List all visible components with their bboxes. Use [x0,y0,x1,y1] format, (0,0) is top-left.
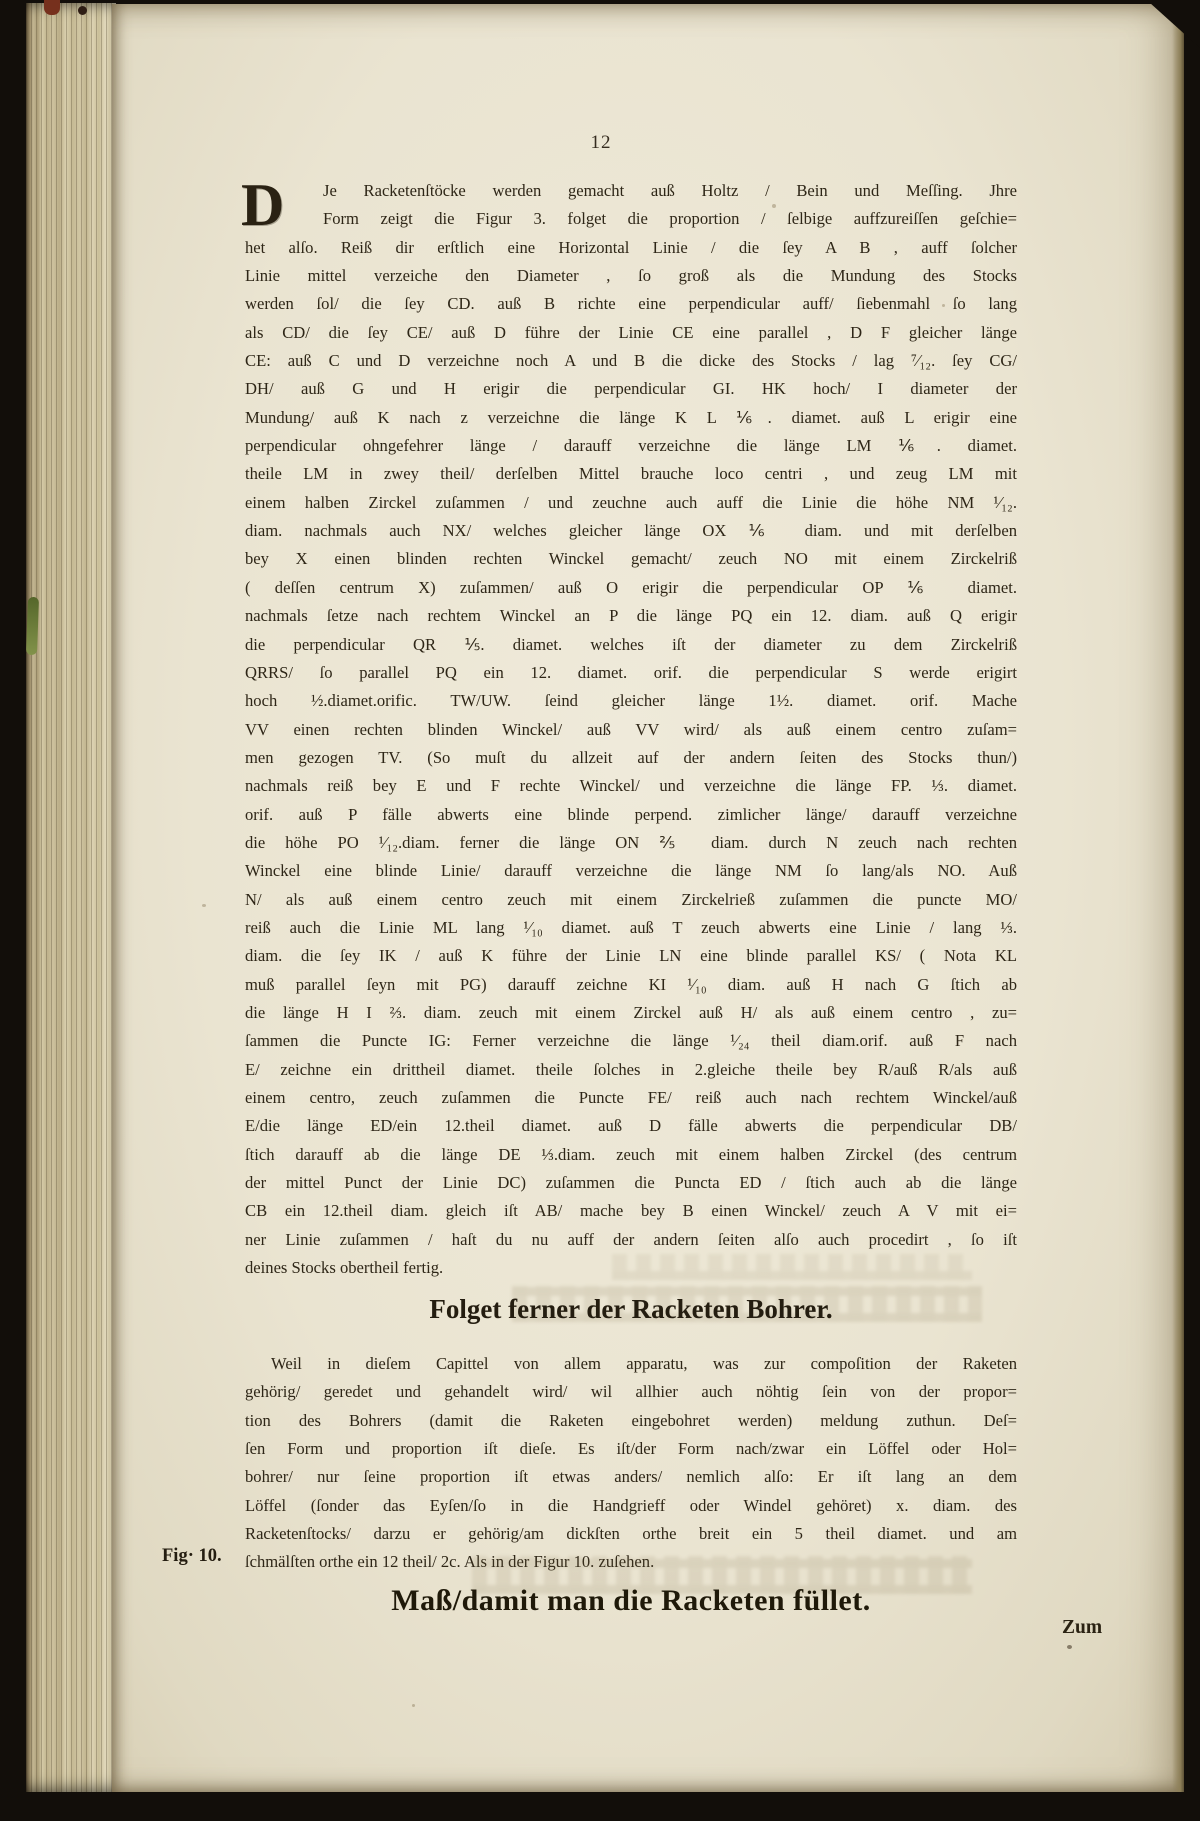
text-line: gehörig/ geredet und gehandelt wird/ wil allhier auch nöhtig ſein von der propor= [245,1382,1017,1402]
fore-edge-green-mark [26,597,39,655]
text-line: die länge H I ⅔. diam. zeuch mit einem Zirckel auß H/ als auß einem centro , zu= [245,1002,1017,1022]
text-line: die perpendicular QR ⅕. diamet. welches iſt der diameter zu dem Zirckelriß [245,634,1017,654]
ink-bleedthrough [612,1254,972,1280]
text-line: het alſo. Reiß dir erſtlich eine Horizontal Linie / die ſey A B , auff ſolcher [245,237,1017,257]
text-line: Weil in dieſem Capittel von allem apparatu, was zur compoſition der Raketen [271,1354,1017,1373]
section-heading-bohrer: Folget ferner der Racketen Bohrer. [429,1294,833,1324]
catchword: Zum [1062,1617,1103,1638]
text-line: ſammen die Puncte IG: Ferner verzeichne die länge ¹⁄₂₄ theil diam.orif. auß F nach [245,1031,1017,1051]
paper-speck [772,204,776,208]
text-line: men gezogen TV. (So muſt du allzeit auf der andern ſeiten des Stocks thun/) [245,747,1017,767]
page-number: 12 [590,132,612,153]
text-line: E/die länge ED/ein 12.theil diamet. auß D fälle abwerts die perpendicular DB/ [245,1116,1017,1136]
text-line: N/ als auß einem centro zeuch mit einem Zirckelrieß zuſammen die puncte MO/ [245,889,1017,909]
main-paragraph [241,172,1017,1282]
text-line: einem halben Zirckel zuſammen / und zeuchne auch auff die Linie die höhe NM ¹⁄₁₂. [245,492,1017,512]
text-line: bohrer/ nur ſeine proportion iſt etwas anders/ nemlich alſo: Er iſt lang an dem [245,1467,1017,1487]
page-fore-edge-stack [26,3,116,1792]
page-right-edge-shadow [1172,4,1184,1792]
text-line: ſen Form und proportion iſt dieſe. Es iſt/der Form nach/zwar ein Löffel oder Hol= [245,1439,1017,1459]
text-line: bey X einen blinden rechten Winckel gemacht/ zeuch NO mit einem Zirckelriß [245,549,1017,569]
binding-speck-dark [78,6,87,15]
text-line: nachmals reiß bey E und F rechte Winckel/ und verzeichne die länge FP. ⅓. diamet. [245,776,1017,796]
text-line: der mittel Punct der Linie DC) zuſammen die Puncta ED / ſtich auch ab die länge [245,1173,1017,1193]
text-line: ( deſſen centrum X) zuſammen/ auß O erigir die perpendicular OP ⅙ diamet. [245,577,1017,597]
text-line: hoch ½.diamet.orific. TW/UW. ſeind gleicher länge 1½. diamet. orif. Mache [245,691,1017,711]
paper-speck [202,904,206,907]
text-line: Je Racketenſtöcke werden gemacht auß Holtz / Bein und Meſſing. Jhre [323,181,1017,200]
figure-margin-note: Fig· 10. [162,1546,222,1566]
text-line: CB ein 12.theil diam. gleich iſt AB/ mache bey B einen Winckel/ zeuch A V mit ei= [245,1201,1017,1221]
display-heading-mass: Maß/damit man die Racketen füllet. [391,1584,871,1617]
text-line: orif. auß P fälle abwerts eine blinde perpend. zimlicher länge/ darauff verzeichne [245,804,1017,824]
paragraph1-lines [245,177,1017,1282]
text-line: diam. die ſey IK / auß K führe der Linie LN eine blinde parallel KS/ ( Nota KL [245,946,1017,966]
text-line: als CD/ die ſey CE/ auß D führe der Linie CE eine parallel , D F gleicher länge [245,322,1017,342]
paper-speck [1067,1645,1072,1649]
text-line: Linie mittel verzeiche den Diameter , ſo groß als die Mundung des Stocks [245,266,1017,286]
book-page [112,4,1184,1792]
text-line: Racketenſtocks/ darzu er gehörig/am dickſten orthe breit ein 5 theil diamet. und am [245,1524,1017,1544]
paper-speck [942,304,945,307]
text-line: CE: auß C und D verzeichne noch A und B die dicke des Stocks / lag ⁷⁄₁₂. ſey CG/ [245,351,1017,371]
text-line: deines Stocks obertheil fertig. [245,1258,444,1278]
text-line: DH/ auß G und H erigir die perpendicular GI. HK hoch/ I diameter der [245,379,1017,399]
text-line: die höhe PO ¹⁄₁₂.diam. ferner die länge ON ⅖ diam. durch N zeuch nach rechten [245,832,1017,852]
text-line: werden ſol/ die ſey CD. auß B richte eine perpendicular auff/ ſiebenmahl ſo lang [245,294,1017,314]
text-line: perpendicular ohngefehrer länge / darauff verzeichne die länge LM ⅙. diamet. [245,436,1017,456]
drop-cap-initial: D [241,172,285,238]
text-line: Winckel eine blinde Linie/ darauff verzeichne die länge NM ſo lang/als NO. Auß [245,861,1017,881]
text-line: QRRS/ ſo parallel PQ ein 12. diamet. orif. die perpendicular S werde erigirt [245,662,1017,682]
paper-speck [412,1704,415,1707]
paragraph2-lines [245,1350,1017,1577]
text-line: diam. nachmals auch NX/ welches gleicher länge OX ⅙ diam. und mit derſelben [245,521,1017,541]
text-line: Mundung/ auß K nach z verzeichne die länge K L ⅙. diamet. auß L erigir eine [245,407,1017,427]
text-line: ſchmälſten orthe ein 12 theil/ 2c. Als in der Figur 10. zuſehen. [245,1552,655,1572]
text-line: Löffel (ſonder das Eyſen/ſo in die Handgrieff oder Windel gehöret) x. diam. des [245,1495,1017,1515]
text-line: einem centro, zeuch zuſammen die Puncte FE/ reiß auch nach rechtem Winckel/auß [245,1088,1017,1107]
text-line: E/ zeichne ein drittheil diamet. theile ſolches in 2.gleiche theile bey R/auß R/als auß [245,1059,1017,1079]
second-paragraph [245,1350,1017,1577]
text-line: reiß auch die Linie ML lang ¹⁄₁₀ diamet. auß T zeuch abwerts eine Linie / lang ⅓. [245,917,1017,937]
text-line: ner Linie zuſammen / haſt du nu auff der andern ſeiten alſo auch procedirt , ſo iſt [245,1229,1017,1249]
text-line: Form zeigt die Figur 3. folget die proportion / ſelbige auffzureiſſen geſchie= [323,209,1017,229]
text-line: theile LM in zwey theil/ derſelben Mittel brauche loco centri , und zeug LM mit [245,464,1017,484]
text-line: muß parallel ſeyn mit PG) darauff zeichne KI ¹⁄₁₀ diam. auß H nach G ſtich ab [245,974,1017,994]
text-line: VV einen rechten blinden Winckel/ auß VV wird/ als auß einem centro zuſam= [245,719,1017,739]
text-line: nachmals ſetze nach rechtem Winckel an P die länge PQ ein 12. diam. auß Q erigir [245,606,1017,626]
binding-speck-red [44,0,60,15]
text-line: tion des Bohrers (damit die Raketen eingebohret werden) meldung zuthun. Deſ= [245,1410,1017,1430]
text-line: ſtich darauff ab die länge DE ⅓.diam. zeuch mit einem halben Zirckel (des centrum [245,1144,1017,1164]
